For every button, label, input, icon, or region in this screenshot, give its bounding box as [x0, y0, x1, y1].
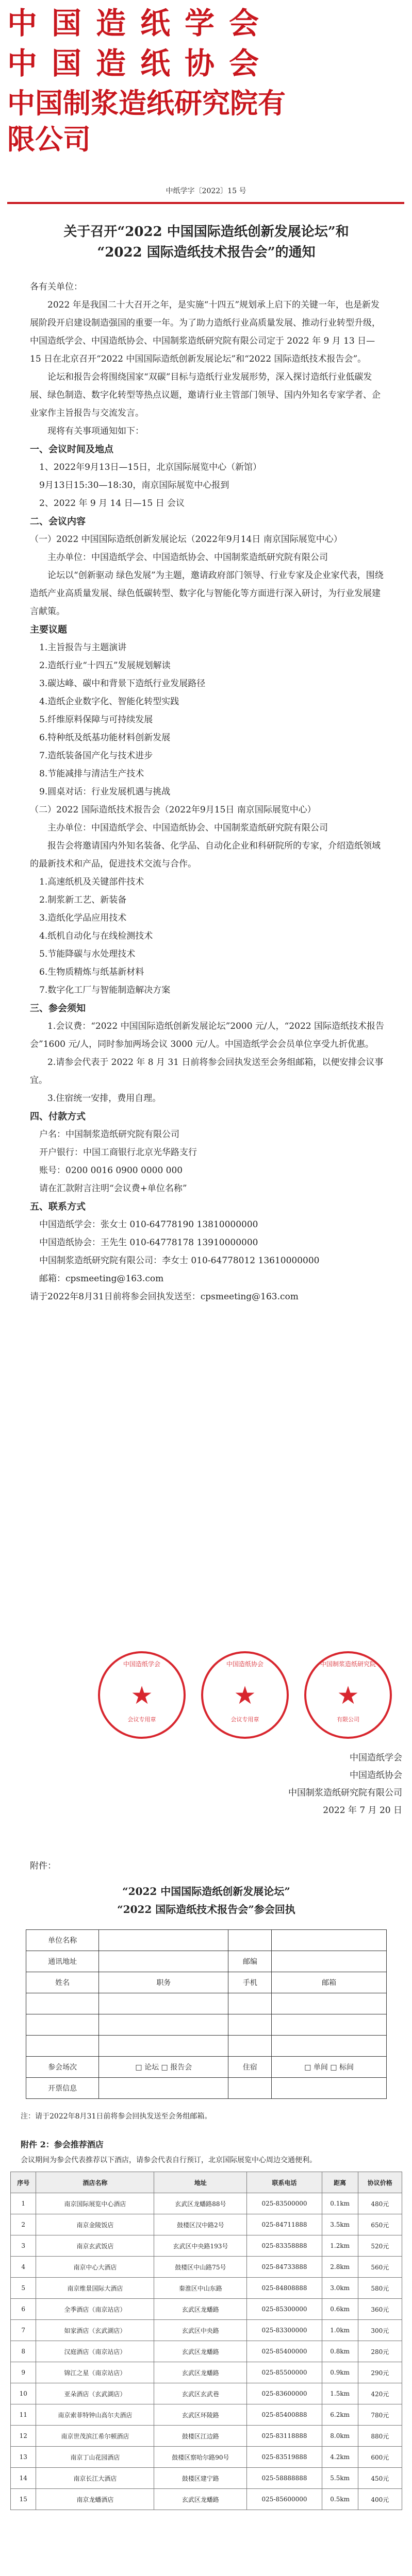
hotel-cell: 7 — [11, 2320, 36, 2341]
sub-section: （一）2022 中国国际造纸创新发展论坛（2022年9月14日 南京国际展览中心） — [30, 534, 342, 545]
hotel-row — [11, 2341, 402, 2362]
topic-item: 2.制浆新工艺、新装备 — [39, 895, 127, 905]
form-row — [26, 1951, 387, 1972]
para: 主办单位：中国造纸学会、中国造纸协会、中国制浆造纸研究院有限公司 — [47, 823, 328, 833]
hotel-cell: 亚朵酒店（玄武湖店） — [36, 2383, 154, 2404]
form-cell: 邮编 — [228, 1951, 272, 1972]
hotel-cell: 1.2km — [322, 2235, 358, 2257]
hotel-row — [11, 2320, 402, 2341]
hotel-cell: 4 — [11, 2257, 36, 2278]
form-cell — [99, 1993, 228, 2014]
org-header-3: 中国制浆造纸研究院有限公司 — [7, 87, 286, 156]
hotel-intro: 会议期间为参会代表推荐以下酒店，请参会代表自行预订，北京国际展览中心周边交通便利。 — [21, 2156, 317, 2164]
form-cell — [228, 1993, 272, 2014]
hotel-cell: 南京中心大酒店 — [36, 2257, 154, 2278]
hotel-cell: 025-85600000 — [247, 2489, 322, 2510]
form-cell — [26, 2014, 99, 2036]
hotel-cell: 玄武区龙蟠路 — [154, 2362, 247, 2383]
hotel-row — [11, 2489, 402, 2510]
hotel-cell: 3 — [11, 2235, 36, 2257]
hotel-cell: 025-83300000 — [247, 2320, 322, 2341]
annex-title-1: “2022 中国国际造纸创新发展论坛” — [122, 1885, 290, 1897]
para: 报告会将邀请国内外知名装备、化学品、自动化企业和科研院所的专家，介绍造纸领域的最新技术和产品，促进技术交流与合作。 — [30, 841, 381, 869]
annex-title-2: “2022 国际造纸技术报告会”参会回执 — [117, 1903, 295, 1916]
hotel-cell: 8.0km — [322, 2426, 358, 2447]
hotel-cell: 锦江之星（南京站店） — [36, 2362, 154, 2383]
list-item: 9月13日15:30—18:30，南京国际展览中心报到 — [39, 480, 229, 490]
seal-stamp: 中国制浆造纸研究院 ★ 有限公司 — [304, 1651, 392, 1739]
hotel-cell: 560元 — [358, 2257, 402, 2278]
hotel-cell: 汉庭酒店（南京站店） — [36, 2341, 154, 2362]
hotel-cell: 3.0km — [322, 2278, 358, 2299]
topic-item: 9.圆桌对话：行业发展机遇与挑战 — [39, 787, 171, 797]
hotel-cell: 玄武区龙蟠路88号 — [154, 2193, 247, 2214]
hotel-cell: 鼓楼区江边路 — [154, 2426, 247, 2447]
topic-item: 7.数字化工厂与智能制造解决方案 — [39, 985, 171, 995]
hotel-cell: 650元 — [358, 2214, 402, 2235]
form-cell — [26, 2036, 99, 2057]
hotel-row — [11, 2404, 402, 2426]
hotel-row — [11, 2235, 402, 2257]
seal-stamp: 中国造纸学会 ★ 会议专用章 — [98, 1651, 186, 1739]
hotel-cell: 11 — [11, 2404, 36, 2426]
hotel-cell: 南京维景国际大酒店 — [36, 2278, 154, 2299]
form-row — [26, 1930, 387, 1951]
hotel-header: 距离 — [322, 2172, 358, 2193]
hotel-row — [11, 2447, 402, 2468]
contact-line: 中国造纸学会：张女士 010-64778190 13810000000 — [39, 1219, 258, 1230]
topic-item: 3.造纸化学品应用技术 — [39, 913, 127, 923]
hotel-cell: 南京龙蟠酒店 — [36, 2489, 154, 2510]
hotel-cell: 5.5km — [322, 2468, 358, 2489]
para: 3.住宿统一安排，费用自理。 — [47, 1093, 161, 1104]
form-cell — [228, 2036, 272, 2057]
form-cell: 手机 — [228, 1972, 272, 1993]
hotel-row — [11, 2426, 402, 2447]
hotel-cell: 480元 — [358, 2193, 402, 2214]
form-cell: 姓名 — [26, 1972, 99, 1993]
form-cell: □ 单间 □ 标间 — [272, 2057, 387, 2078]
form-cell — [99, 1930, 228, 1951]
hotel-cell: 025-83118888 — [247, 2426, 322, 2447]
hotel-cell: 420元 — [358, 2383, 402, 2404]
hotel-cell: 0.6km — [322, 2299, 358, 2320]
notice-title-line1: 关于召开“2022 中国国际造纸创新发展论坛”和 — [63, 224, 349, 240]
annex-label: 附件： — [30, 1861, 56, 1871]
hotel-cell: 鼓楼区汉中路2号 — [154, 2214, 247, 2235]
hotel-cell: 3.5km — [322, 2214, 358, 2235]
hotel-cell: 南京索菲特钟山高尔夫酒店 — [36, 2404, 154, 2426]
hotel-cell: 14 — [11, 2468, 36, 2489]
topic-item: 6.特种纸及纸基功能材料创新发展 — [39, 733, 171, 743]
footer-note: 请于2022年8月31日前将参会回执发送至：cpsmeeting@163.com — [30, 1292, 299, 1302]
hotel-cell: 南京金陵饭店 — [36, 2214, 154, 2235]
form-row — [26, 1972, 387, 1993]
hotel-cell: 300元 — [358, 2320, 402, 2341]
form-cell — [99, 2078, 228, 2099]
hotel-row — [11, 2257, 402, 2278]
form-cell — [272, 1993, 387, 2014]
topic-item: 2.造纸行业“十四五”发展规划解读 — [39, 660, 171, 671]
form-note: 注：请于2022年8月31日前将参会回执发送至会务组邮箱。 — [21, 2112, 212, 2121]
hotel-cell: 2 — [11, 2214, 36, 2235]
hotel-cell: 鼓楼区中山路75号 — [154, 2257, 247, 2278]
hotel-row — [11, 2468, 402, 2489]
form-cell — [99, 2036, 228, 2057]
section-title: 三、参会须知 — [30, 1003, 86, 1014]
hotel-cell: 025-85500000 — [247, 2362, 322, 2383]
red-divider — [7, 202, 404, 204]
annex-label-wrap — [30, 1857, 386, 1875]
section-title: 五、联系方式 — [30, 1201, 86, 1212]
form-cell — [272, 2078, 387, 2099]
para: 论坛和报告会将围绕国家“双碳”目标与造纸行业发展形势，深入探讨造纸行业低碳发展、绿色制造、数字化转型等热点议题，邀请行业主管部门领导、国内外知名专家学者、企业家作主旨报告与交流发言。 — [30, 372, 381, 418]
form-cell — [26, 1993, 99, 2014]
form-cell — [228, 1930, 272, 1951]
topic-item: 3.碳达峰、碳中和背景下造纸行业发展路径 — [39, 679, 206, 689]
sub-section: （二）2022 国际造纸技术报告会（2022年9月15日 南京国际展览中心） — [30, 805, 316, 815]
form-row — [26, 2014, 387, 2036]
hotel-cell: 13 — [11, 2447, 36, 2468]
hotel-cell: 鼓楼区建宁路 — [154, 2468, 247, 2489]
hotel-table — [10, 2172, 402, 2510]
pay-line: 请在汇款附言注明“会议费+单位名称” — [39, 1183, 187, 1194]
hotel-cell: 如家酒店（玄武湖店） — [36, 2320, 154, 2341]
hotel-cell: 5 — [11, 2278, 36, 2299]
sign-org: 中国制浆造纸研究院有限公司 — [288, 1788, 402, 1798]
section-title: 四、付款方式 — [30, 1111, 86, 1122]
section-title: 一、会议时间及地点 — [30, 444, 113, 455]
hotel-cell: 400元 — [358, 2489, 402, 2510]
hotel-cell: 025-83358888 — [247, 2235, 322, 2257]
salutation: 各有关单位： — [30, 282, 83, 292]
hotel-cell: 025-83500000 — [247, 2193, 322, 2214]
hotel-cell: 1 — [11, 2193, 36, 2214]
form-row — [26, 2057, 387, 2078]
hotel-cell: 025-58888888 — [247, 2468, 322, 2489]
hotel-header: 联系电话 — [247, 2172, 322, 2193]
form-cell: 邮箱 — [272, 1972, 387, 1993]
form-cell: □ 论坛 □ 报告会 — [99, 2057, 228, 2078]
form-cell — [272, 1951, 387, 1972]
org-header-1: 中国造纸学会 — [7, 6, 274, 41]
hotel-cell: 玄武区中央路 — [154, 2320, 247, 2341]
hotel-header: 序号 — [11, 2172, 36, 2193]
notice-title-line2: “2022 国际造纸技术报告会”的通知 — [97, 245, 316, 260]
form-cell — [228, 2014, 272, 2036]
hotel-cell: 025-85400000 — [247, 2341, 322, 2362]
hotel-cell: 9 — [11, 2362, 36, 2383]
hotel-row — [11, 2214, 402, 2235]
sign-date: 2022 年 7 月 20 日 — [323, 1805, 402, 1816]
hotel-row — [11, 2299, 402, 2320]
hotel-cell: 南京世茂滨江希尔顿酒店 — [36, 2426, 154, 2447]
hotel-cell: 玄武区龙蟠路 — [154, 2489, 247, 2510]
hotel-cell: 520元 — [358, 2235, 402, 2257]
notice-body — [30, 278, 386, 1306]
topic-item: 5.纤维原料保障与可持续发展 — [39, 715, 153, 725]
hotel-cell: 025-84711888 — [247, 2214, 322, 2235]
hotel-cell: 280元 — [358, 2341, 402, 2362]
pay-line: 开户银行：中国工商银行北京光华路支行 — [39, 1147, 197, 1158]
hotel-cell: 580元 — [358, 2278, 402, 2299]
form-cell — [272, 2036, 387, 2057]
form-row — [26, 1993, 387, 2014]
hotel-header: 酒店名称 — [36, 2172, 154, 2193]
hotel-cell: 025-84808888 — [247, 2278, 322, 2299]
form-row — [26, 2036, 387, 2057]
hotel-cell: 360元 — [358, 2299, 402, 2320]
topic-item: 5.节能降碳与水处理技术 — [39, 949, 136, 959]
hotel-cell: 南京玄武饭店 — [36, 2235, 154, 2257]
hotel-cell: 6.2km — [322, 2404, 358, 2426]
topics-title: 主要议题 — [30, 624, 67, 635]
hotel-cell: 450元 — [358, 2468, 402, 2489]
para: 2.请参会代表于 2022 年 8 月 31 日前将参会回执发送至会务组邮箱，以便安排会议事宜。 — [30, 1057, 384, 1086]
hotel-cell: 025-83600000 — [247, 2383, 322, 2404]
hotel-cell: 玄武区龙蟠路 — [154, 2299, 247, 2320]
contact-line: 邮箱：cpsmeeting@163.com — [39, 1274, 164, 1284]
hotel-header: 协议价格 — [358, 2172, 402, 2193]
hotel-cell: 600元 — [358, 2447, 402, 2468]
topic-item: 7.造纸装备国产化与技术进步 — [39, 751, 153, 761]
form-cell: 单位名称 — [26, 1930, 99, 1951]
hotel-cell: 南京长江大酒店 — [36, 2468, 154, 2489]
topic-item: 6.生物质精炼与纸基新材料 — [39, 967, 144, 977]
hotel-row — [11, 2383, 402, 2404]
form-cell: 通讯地址 — [26, 1951, 99, 1972]
hotel-cell: 15 — [11, 2489, 36, 2510]
hotel-row — [11, 2193, 402, 2214]
hotel-row — [11, 2278, 402, 2299]
form-cell — [99, 2014, 228, 2036]
hotel-cell: 0.1km — [322, 2193, 358, 2214]
hotel-cell: 2.8km — [322, 2257, 358, 2278]
form-cell: 开票信息 — [26, 2078, 99, 2099]
list-item: 2、2022 年 9 月 14 日—15 日 会议 — [39, 498, 185, 509]
para: 1.会议费：“2022 中国国际造纸创新发展论坛”2000 元/人，“2022 国际造纸技术报告会”1600 元/人，同时参加两场会议 3000 元/人。中国造纸学会会员单位享受九折优惠。 — [30, 1021, 385, 1049]
hotel-cell: 025-83519888 — [247, 2447, 322, 2468]
form-cell: 职务 — [99, 1972, 228, 1993]
pay-line: 户名：中国制浆造纸研究院有限公司 — [39, 1129, 179, 1140]
form-cell: 住宿 — [228, 2057, 272, 2078]
hotel-cell: 025-84733888 — [247, 2257, 322, 2278]
hotel-cell: 4.2km — [322, 2447, 358, 2468]
form-cell — [228, 2078, 272, 2099]
hotel-cell: 290元 — [358, 2362, 402, 2383]
form-cell — [272, 2014, 387, 2036]
doc-number: 中纸学字〔2022〕15 号 — [166, 187, 246, 195]
pay-line: 账号：0200 0016 0900 0000 000 — [39, 1165, 183, 1176]
form-cell — [99, 1951, 228, 1972]
org-header-2: 中国造纸协会 — [7, 46, 274, 81]
hotel-title: 附件 2：参会推荐酒店 — [21, 2140, 104, 2149]
hotel-cell: 1.0km — [322, 2320, 358, 2341]
reply-form-table — [26, 1929, 387, 2099]
sign-org: 中国造纸学会 — [350, 1753, 402, 1763]
hotel-cell: 1.5km — [322, 2383, 358, 2404]
hotel-cell: 0.9km — [322, 2362, 358, 2383]
hotel-header: 地址 — [154, 2172, 247, 2193]
para: 2022 年是我国二十大召开之年，是实施“十四五”规划承上启下的关键一年，也是新发展阶段开启建设制造强国的重要一年。为了助力造纸行业高质量发展、推动行业转型升级，中国造纸学会、中国造纸协会、中国制浆造纸研究院有限公司定于 2022 年 9 月 13 日—15 日在北京召开“2022 中国国际造纸创新发展论坛”和“2022 国际造纸技术报告会”。 — [30, 300, 381, 364]
hotel-cell: 880元 — [358, 2426, 402, 2447]
hotel-cell: 玄武区玄武巷 — [154, 2383, 247, 2404]
hotel-cell: 玄武区中央路193号 — [154, 2235, 247, 2257]
form-cell: 参会场次 — [26, 2057, 99, 2078]
seal-stamp: 中国造纸协会 ★ 会议专用章 — [201, 1651, 289, 1739]
list-item: 1、2022年9月13日—15日，北京国际展览中心（新馆） — [39, 462, 262, 472]
sign-org: 中国造纸协会 — [350, 1770, 402, 1781]
hotel-cell: 南京国际展览中心酒店 — [36, 2193, 154, 2214]
hotel-cell: 鼓楼区察哈尔路90号 — [154, 2447, 247, 2468]
hotel-cell: 南京丁山花园酒店 — [36, 2447, 154, 2468]
hotel-cell: 780元 — [358, 2404, 402, 2426]
topic-item: 1.主旨报告与主题演讲 — [39, 642, 127, 653]
section-title: 二、会议内容 — [30, 516, 86, 527]
hotel-cell: 6 — [11, 2299, 36, 2320]
hotel-cell: 玄武区环陵路 — [154, 2404, 247, 2426]
para: 主办单位：中国造纸学会、中国造纸协会、中国制浆造纸研究院有限公司 — [47, 552, 328, 563]
hotel-cell: 025-85400888 — [247, 2404, 322, 2426]
form-row — [26, 2078, 387, 2099]
hotel-cell: 10 — [11, 2383, 36, 2404]
contact-line: 中国造纸协会：王先生 010-64778178 13910000000 — [39, 1238, 258, 1248]
para: 现将有关事项通知如下： — [47, 426, 144, 436]
hotel-cell: 12 — [11, 2426, 36, 2447]
signature-block — [196, 1749, 402, 1819]
hotel-cell: 秦淮区中山东路 — [154, 2278, 247, 2299]
hotel-cell: 025-85300000 — [247, 2299, 322, 2320]
para: 论坛以“创新驱动 绿色发展”为主题，邀请政府部门领导、行业专家及企业家代表，围绕造纸产业高质量发展、绿色低碳转型、数字化与智能化等方面进行深入研讨，为行业发展建言献策。 — [30, 570, 384, 617]
hotel-cell: 玄武区龙蟠路 — [154, 2341, 247, 2362]
hotel-row — [11, 2362, 402, 2383]
hotel-cell: 0.5km — [322, 2489, 358, 2510]
form-cell — [272, 1930, 387, 1951]
topic-item: 1.高速纸机及关键部件技术 — [39, 877, 144, 887]
hotel-cell: 8 — [11, 2341, 36, 2362]
topic-item: 8.节能减排与清洁生产技术 — [39, 769, 144, 779]
hotel-cell: 0.8km — [322, 2341, 358, 2362]
hotel-cell: 全季酒店（南京站店） — [36, 2299, 154, 2320]
topic-item: 4.造纸企业数字化、智能化转型实践 — [39, 697, 179, 707]
contact-line: 中国制浆造纸研究院有限公司：李女士 010-64778012 13610000000 — [39, 1256, 320, 1266]
topic-item: 4.纸机自动化与在线检测技术 — [39, 931, 153, 941]
